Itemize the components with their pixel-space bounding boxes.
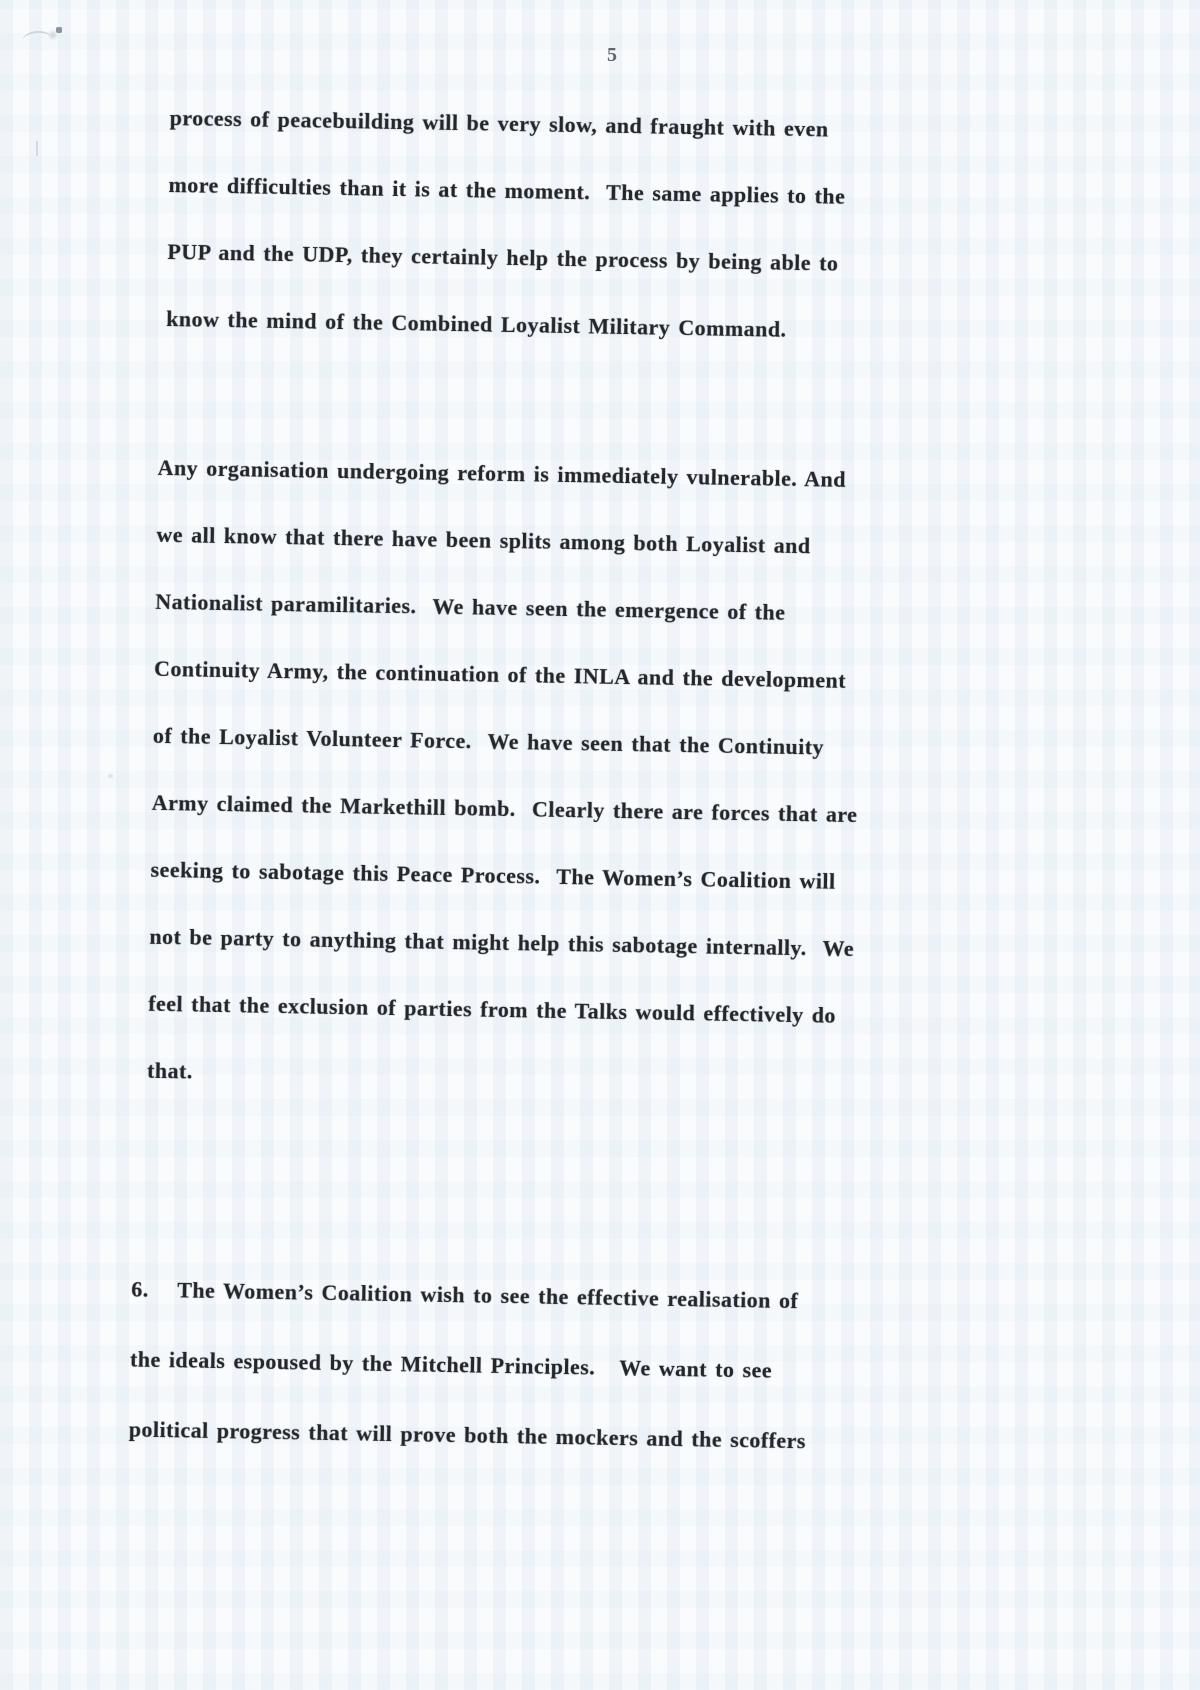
- text-line-content: The Women’s Coalition wish to see the effective realisation of: [177, 1277, 799, 1314]
- text-line: not be party to anything that might help this sabotage internally. We: [149, 923, 855, 962]
- text-line: the ideals espoused by the Mitchell Principles. We want to see: [129, 1346, 773, 1383]
- page-number: 5: [607, 44, 618, 66]
- text-line: Continuity Army, the continuation of the INLA and the development: [153, 655, 847, 693]
- text-line: know the mind of the Combined Loyalist Military Command.: [166, 305, 787, 342]
- list-item-number: 6.: [131, 1276, 149, 1302]
- text-line: Nationalist paramilitaries. We have seen the emergence of the: [155, 588, 786, 625]
- text-line: more difficulties than it is at the moment. The same applies to the: [168, 171, 846, 209]
- scan-artifact-squiggle: [22, 30, 53, 41]
- text-line: Army claimed the Markethill bomb. Clearly there are forces that are: [151, 789, 858, 828]
- scan-artifact-speck: [108, 774, 113, 778]
- text-line: Any organisation undergoing reform is immediately vulnerable. And: [157, 454, 847, 492]
- scan-artifact-tick: [36, 141, 38, 156]
- scan-artifact-dot: [56, 27, 62, 33]
- text-line: process of peacebuilding will be very slow, and fraught with even: [169, 104, 829, 142]
- paragraph-1: [166, 103, 1070, 342]
- text-line: of the Loyalist Volunteer Force. We have seen that the Continuity: [152, 722, 825, 760]
- text-line: feel that the exclusion of parties from the Talks would effectively do: [148, 990, 837, 1028]
- text-line: seeking to sabotage this Peace Process. The Women’s Coalition will: [150, 856, 836, 894]
- text-line: that.: [146, 1057, 193, 1084]
- document-body: [128, 103, 1070, 1454]
- text-line: political progress that will prove both the mockers and the scoffers: [128, 1416, 807, 1454]
- text-line: PUP and the UDP, they certainly help the process by being able to: [167, 238, 839, 276]
- text-line: we all know that there have been splits among both Loyalist and: [156, 521, 811, 559]
- text-line: [131, 1275, 798, 1317]
